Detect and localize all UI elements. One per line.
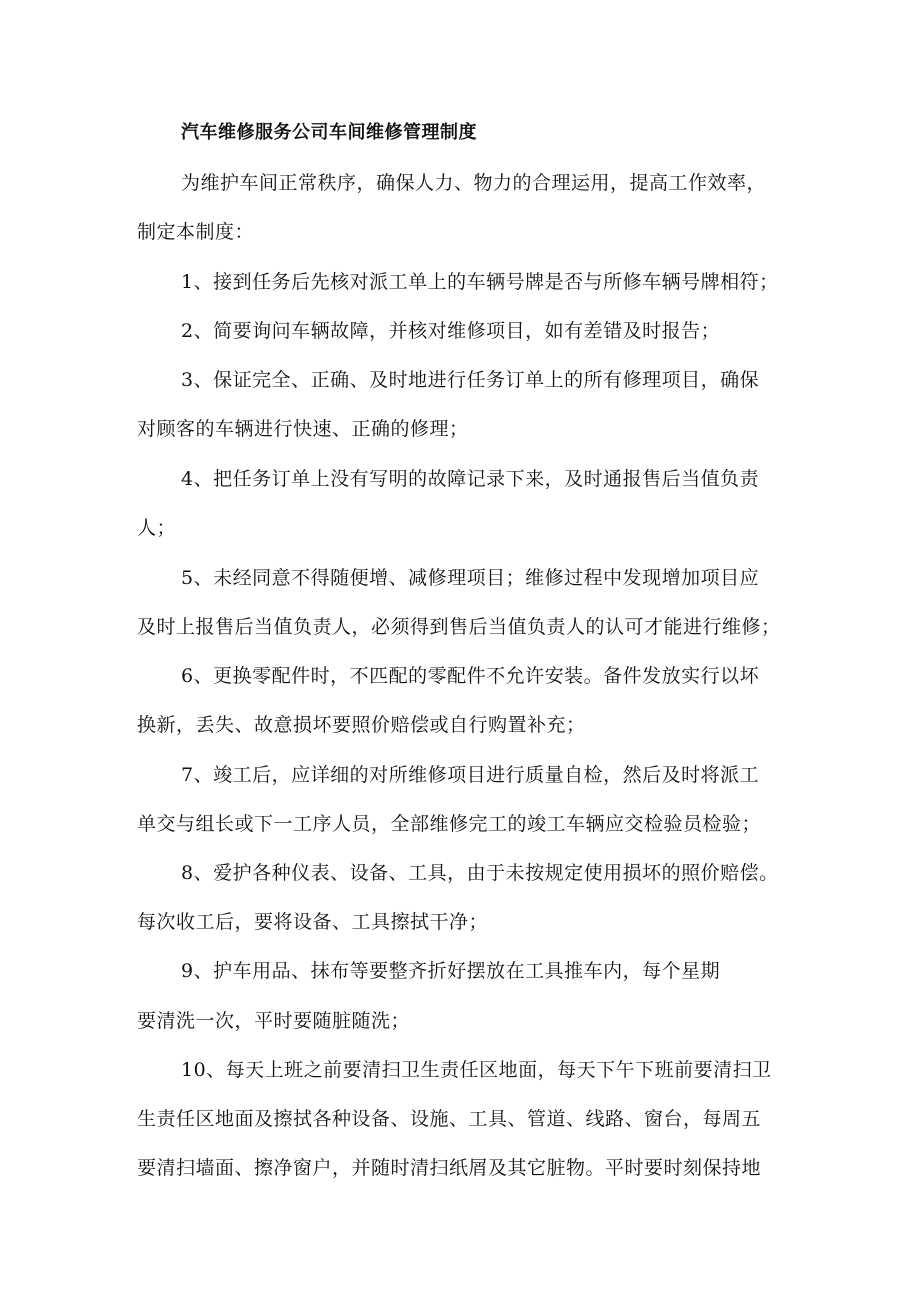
paragraph-line: 人； — [137, 517, 177, 539]
paragraph-line: 10、每天上班之前要清扫卫生责任区地面，每天下午下班前要清扫卫 — [181, 1059, 772, 1081]
document-title: 汽车维修服务公司车间维修管理制度 — [181, 122, 477, 143]
paragraph-line: 7、竣工后，应详细的对所维修项目进行质量自检，然后及时将派工 — [181, 764, 760, 786]
paragraph-line: 及时上报售后当值负责人，必须得到售后当值负责人的认可才能进行维修； — [137, 616, 781, 638]
paragraph-line: 对顾客的车辆进行快速、正确的修理； — [137, 418, 469, 440]
paragraph-line: 4、把任务订单上没有写明的故障记录下来，及时通报售后当值负责 — [181, 468, 760, 490]
paragraph-line: 要清洗一次，平时要随脏随洗； — [137, 1010, 411, 1032]
paragraph-line: 每次收工后，要将设备、工具擦拭干净； — [137, 911, 489, 933]
paragraph-line: 单交与组长或下一工序人员，全部维修完工的竣工车辆应交检验员检验； — [137, 813, 762, 835]
paragraph-line: 要清扫墙面、擦净窗户，并随时清扫纸屑及其它脏物。平时要时刻保持地 — [137, 1157, 762, 1179]
paragraph-line: 为维护车间正常秩序，确保人力、物力的合理运用，提高工作效率， — [181, 172, 767, 194]
paragraph-line: 5、未经同意不得随便增、减修理项目；维修过程中发现增加项目应 — [181, 567, 760, 589]
paragraph-line: 6、更换零配件时，不匹配的零配件不允许安装。备件发放实行以坏 — [181, 665, 760, 687]
paragraph-line: 换新，丢失、故意损坏要照价赔偿或自行购置补充； — [137, 714, 586, 736]
paragraph-line: 生责任区地面及擦拭各种设备、设施、工具、管道、线路、窗台，每周五 — [137, 1108, 762, 1130]
paragraph-line: 制定本制度： — [137, 221, 255, 243]
paragraph-line: 1、接到任务后先核对派工单上的车辆号牌是否与所修车辆号牌相符； — [181, 271, 779, 293]
paragraph-line: 8、爱护各种仪表、设备、工具，由于未按规定使用损坏的照价赔偿。 — [181, 862, 779, 884]
paragraph-line: 9、护车用品、抹布等要整齐折好摆放在工具推车内，每个星期 — [181, 960, 721, 982]
paragraph-line: 2、简要询问车辆故障，并核对维修项目，如有差错及时报告； — [181, 320, 721, 342]
paragraph-line: 3、保证完全、正确、及时地进行任务订单上的所有修理项目，确保 — [181, 369, 760, 391]
